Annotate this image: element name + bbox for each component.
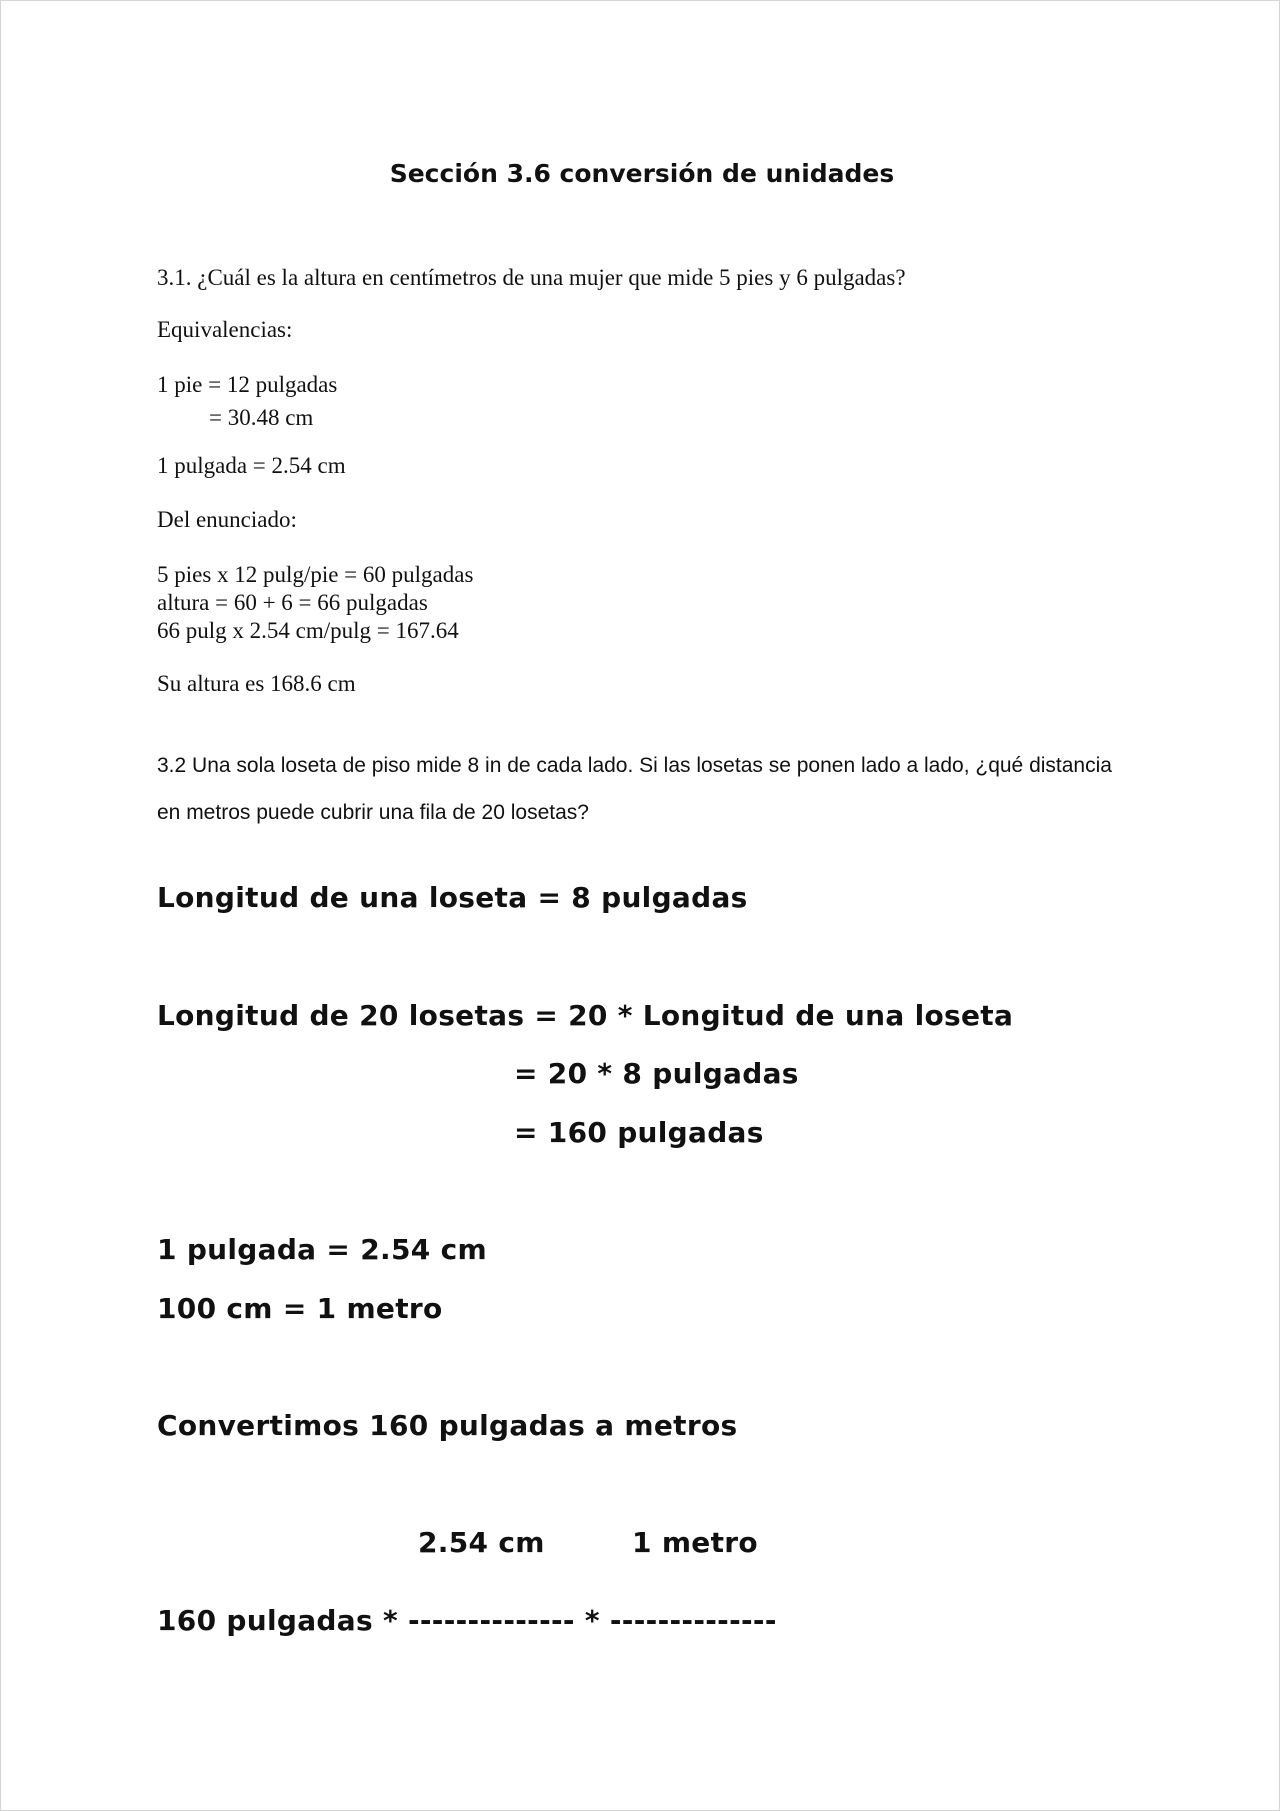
problem-2-question-line-2: en metros puede cubrir una fila de 20 losetas? bbox=[157, 801, 589, 824]
equivalence-pie-cm: = 30.48 cm bbox=[209, 405, 314, 430]
step-twenty-tiles-b: = 20 * 8 pulgadas bbox=[514, 1057, 799, 1090]
fraction-numerator-metre: 1 metro bbox=[632, 1526, 758, 1559]
equivalence-cm-metre: 100 cm = 1 metro bbox=[157, 1292, 443, 1325]
fraction-numerator-cm: 2.54 cm bbox=[418, 1526, 545, 1559]
page-title: Sección 3.6 conversión de unidades bbox=[389, 159, 895, 188]
fraction-line: 160 pulgadas * -------------- * -------------- bbox=[157, 1604, 777, 1637]
calc-line-3: 66 pulg x 2.54 cm/pulg = 167.64 bbox=[157, 618, 459, 643]
problem-1-answer: Su altura es 168.6 cm bbox=[157, 671, 356, 696]
step-tile-length: Longitud de una loseta = 8 pulgadas bbox=[157, 881, 748, 914]
equivalence-inch-cm: 1 pulgada = 2.54 cm bbox=[157, 1233, 487, 1266]
equivalences-heading: Equivalencias: bbox=[157, 317, 293, 342]
convert-heading: Convertimos 160 pulgadas a metros bbox=[157, 1409, 738, 1442]
equivalence-pulgada-cm: 1 pulgada = 2.54 cm bbox=[157, 453, 346, 478]
step-twenty-tiles: Longitud de 20 losetas = 20 * Longitud de una loseta bbox=[157, 999, 1014, 1032]
problem-2-question-line-1: 3.2 Una sola loseta de piso mide 8 in de cada lado. Si las losetas se ponen lado a lado, ¿qué distancia bbox=[157, 754, 1112, 777]
calc-line-1: 5 pies x 12 pulg/pie = 60 pulgadas bbox=[157, 562, 474, 587]
step-twenty-tiles-c: = 160 pulgadas bbox=[514, 1116, 764, 1149]
calc-line-2: altura = 60 + 6 = 66 pulgadas bbox=[157, 590, 428, 615]
problem-1-question: 3.1. ¿Cuál es la altura en centímetros de una mujer que mide 5 pies y 6 pulgadas? bbox=[157, 265, 906, 290]
equivalence-pie-pulgadas: 1 pie = 12 pulgadas bbox=[157, 372, 338, 397]
given-heading: Del enunciado: bbox=[157, 507, 297, 532]
